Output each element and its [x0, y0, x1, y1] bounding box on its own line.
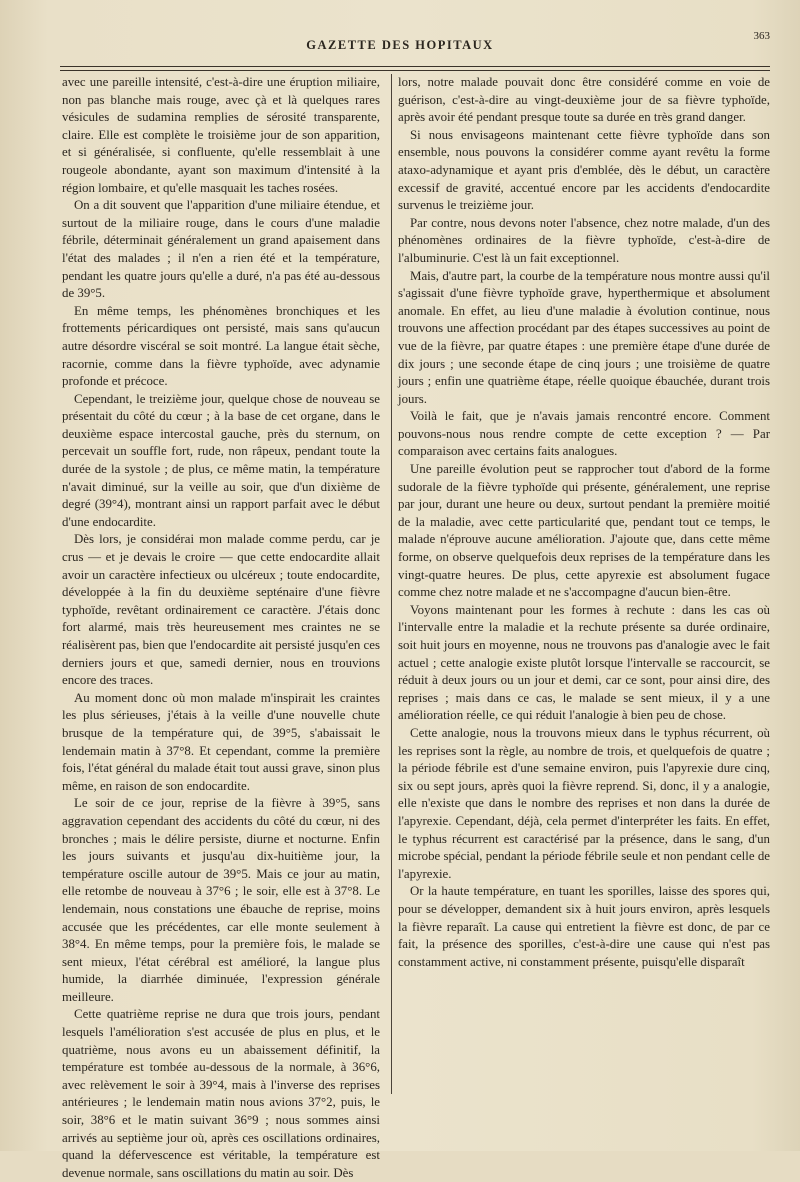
- paragraph: Au moment donc où mon malade m'inspirait les craintes les plus sérieuses, j'étais à la veille d'une nouvelle chute brusque de la température qui, de 39°5, s'abaissait le lendemain matin à 37°8. Et cependant, comme la première fois, l'état général du malade était tout aussi grave, sinon plus même, en raison de son endocardite.: [62, 690, 380, 793]
- page-number: 363: [753, 30, 770, 42]
- right-column: [398, 74, 770, 1094]
- paragraph: Cependant, le treizième jour, quelque chose de nouveau se présentait du côté du cœur ; à la base de cet organe, dans le deuxième espace intercostal gauche, près du sternum, on percevait un souffle fort, rude, non râpeux, pendant toute la durée de la systole ; de plus, ce même matin, la température n'avait diminué, sur la veille au soir, que d'un dixième de degré (39°4), montrant ainsi un rapport parfait avec le début d'une endocardite.: [62, 391, 380, 529]
- running-title: GAZETTE DES HOPITAUX: [306, 38, 494, 52]
- paragraph: lors, notre malade pouvait donc être considéré comme en voie de guérison, c'est-à-dire au vingt-deuxième jour de sa fièvre typhoïde, après avoir été pendant presque toute sa durée en très grand danger.: [398, 75, 770, 125]
- header-rule-thin: [60, 70, 770, 71]
- paragraph: Dès lors, je considérai mon malade comme perdu, car je crus — et je devais le croire — que cette endocardite allait avoir un caractère infectieux ou ulcéreux ; toute endocardite, développée à la fin du deuxième septénaire d'une fièvre typhoïde, revêtant ordinairement ce caractère. J'étais donc fort alarmé, mais très heureusement mes craintes ne se réalisèrent pas, bien que l'endocardite ait persisté jusqu'en ces derniers jours et que, samedi dernier, nous en trouvions encore des traces.: [62, 532, 380, 688]
- page-header: [0, 30, 800, 54]
- paragraph: Le soir de ce jour, reprise de la fièvre à 39°5, sans aggravation cependant des accidents du côté du cœur, ni des bronches ; mais le délire persiste, diurne et nocturne. Enfin les jours suivants et jusqu'au dix-huitième jour, la température oscille autour de 39°5. Mais ce jour au matin, elle retombe de nouveau à 37°6 ; le soir, elle est à 37°8. Le lendemain, nous constations une ébauche de reprise, moins accusée que les précédentes, car elle monte seulement à 38°4. En même temps, pour la première fois, le malade se sent mieux, l'état cérébral est amélioré, la langue plus humide, la diarrhée diminuée, l'expression générale meilleure.: [62, 796, 380, 1004]
- paragraph: On a dit souvent que l'apparition d'une miliaire étendue, et surtout de la miliaire rouge, dans le cours d'une maladie fébrile, déterminait généralement un grand apaisement dans l'état des malades ; il n'en a rien été et la température, pendant les quatre jours qu'elle a duré, n'a pas été au-dessous de 39°5.: [62, 198, 380, 301]
- paragraph: avec une pareille intensité, c'est-à-dire une éruption miliaire, non pas blanche mais rouge, avec çà et là quelques rares vésicules de sudamina remplies de sérosité transparente, claire. Elle est complète le troisième jour de son apparition, et si généralisée, si confluente, qu'elle ressemblait à une rougeole abondante, ayant son maximum d'intensité à la région lombaire, et qu'elle masquait les taches rosées.: [62, 75, 380, 195]
- paragraph: En même temps, les phénomènes bronchiques et les frottements péricardiques ont persisté, mais sans qu'aucun autre désordre viscéral se soit montré. La langue était sèche, racornie, comme dans la fièvre typhoïde, avec adynamie profonde et précoce.: [62, 303, 380, 389]
- paragraph: Voilà le fait, que je n'avais jamais rencontré encore. Comment pouvons-nous nous rendre compte de cette exception ? — Par comparaison avec certains faits analogues.: [398, 409, 770, 459]
- paragraph: Si nous envisageons maintenant cette fièvre typhoïde dans son ensemble, nous pouvons la considérer comme ayant revêtu la forme ataxo-adynamique et ayant pris d'emblée, dès le début, un caractère excessif de gravité, accentué encore par les accidents d'endocardite survenus le treizième jour.: [398, 127, 770, 213]
- paragraph: Cette quatrième reprise ne dura que trois jours, pendant lesquels l'amélioration s'est accusée de plus en plus, et le quatrième, nous avons eu un abaissement définitif, la température est tombée au-dessous de la normale, à 36°6, avec relèvement le soir à 39°4, mais à l'inverse des reprises antérieures ; le lendemain matin nous avions 37°2, puis, le soir, 38°6 et le matin suivant 36°9 ; nous sommes ainsi arrivés au septième jour où, après ces oscillations ordinaires, quand la défervescence est véritable, la température est devenue normale, sans oscillations du matin au soir. Dès: [62, 1007, 380, 1180]
- paragraph: Une pareille évolution peut se rapprocher tout d'abord de la forme sudorale de la fièvre typhoïde qui présente, généralement, une reprise par jour, durant une heure ou deux, surtout pendant la première moitié de la maladie, avec cette particularité que, pendant tout ce temps, le malade n'éprouve aucune amélioration. J'ajoute que, dans cette même forme, on observe quelquefois deux reprises de la température dans les vingt-quatre heures. De plus, cette apyrexie est absolument fugace comme chez notre malade et ne s'accompagne d'aucun bien-être.: [398, 462, 770, 600]
- column-divider: [391, 74, 392, 1094]
- paragraph: Voyons maintenant pour les formes à rechute : dans les cas où l'intervalle entre la maladie et la rechute présente sa durée ordinaire, soit huit jours en moyenne, nous ne trouvons pas d'analogie avec le fait actuel ; cette analogie existe plutôt lorsque l'intervalle se raccourcit, se réduit à deux jours ou un jour et demi, car ce sont, pour ainsi dire, des reprises ; mais dans ce cas, le malade se sent mieux, il y a une amélioration réelle, ce qui réduit l'analogie à bien peu de chose.: [398, 602, 770, 723]
- left-column: [62, 74, 380, 1180]
- paragraph: Or la haute température, en tuant les sporilles, laisse des spores qui, pour se développer, demandent six à huit jours environ, après lesquels la fièvre reparaît. La cause qui entretient la fièvre est donc, de par ce fait, la présence des sporilles, c'est-à-dire une cause qui n'est pas constamment active, ni constamment présente, puisqu'elle disparaît: [398, 884, 770, 969]
- paragraph: Mais, d'autre part, la courbe de la température nous montre aussi qu'il s'agissait d'une fièvre typhoïde grave, hyperthermique et absolument anomale. En effet, au lieu d'une maladie à évolution continue, nous trouvons une affection procédant par des étapes successives au point de vue de la fièvre, par quatre étapes : une première étape d'une durée de dix jours ; une seconde étape de cinq jours ; une troisième de quatre jours ; enfin une quatrième étape, réelle quoique ébauchée, durant trois jours.: [398, 268, 770, 406]
- header-rule: [60, 66, 770, 67]
- paragraph: Cette analogie, nous la trouvons mieux dans le typhus récurrent, où les reprises sont la règle, au nombre de trois, et quelquefois de quatre ; la période fébrile est d'une semaine environ, puis l'apyrexie dure cinq, six ou sept jours, après quoi la fièvre reprend. Si, donc, il y a analogie, elle n'existe que dans le nombre des reprises et non dans la durée de l'apyrexie. Cependant, déjà, cela permet d'interpréter les faits. En effet, le typhus récurrent est caractérisé par la présence, dans le sang, d'un microbe spécial, pendant la période fébrile seule et non pendant celle de l'apyrexie.: [398, 725, 770, 881]
- paragraph: Par contre, nous devons noter l'absence, chez notre malade, d'un des phénomènes ordinaires de la fièvre typhoïde, c'est-à-dire de l'albuminurie. C'est là un fait exceptionnel.: [398, 215, 770, 265]
